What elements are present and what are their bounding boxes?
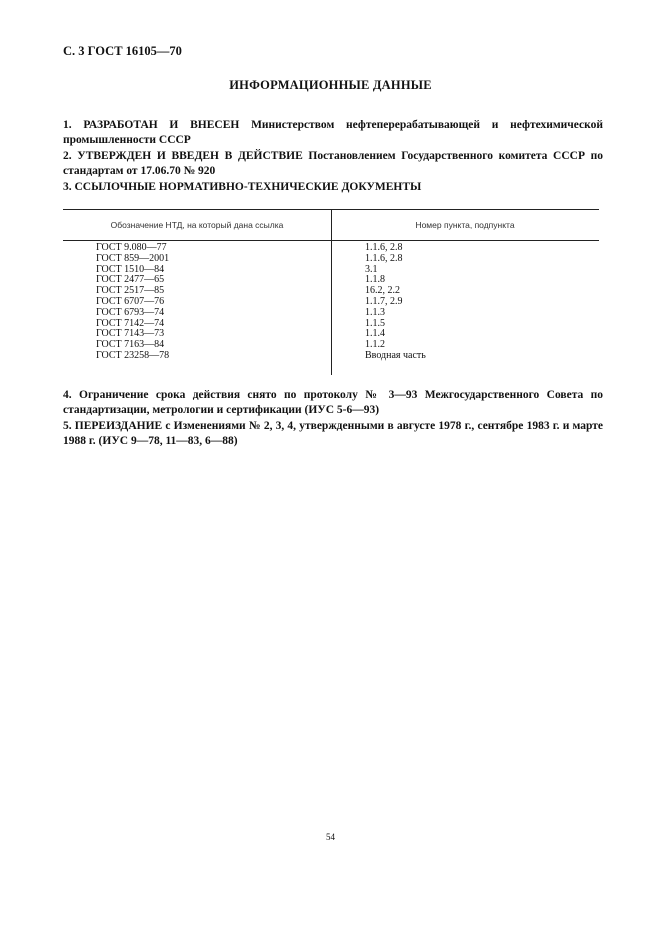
info-item-4	[63, 388, 603, 418]
table-cell-clause: 1.1.2	[365, 339, 385, 351]
page-title: ИНФОРМАЦИОННЫЕ ДАННЫЕ	[229, 78, 432, 92]
page-number: 54	[326, 832, 335, 842]
item-heading: РАЗРАБОТАН И ВНЕСЕН	[83, 119, 240, 131]
item-text: Постановлением Государственного комитета СССР по стандартам от 17.06.70 № 920	[63, 150, 603, 177]
item-text: с Изменениями № 2, 3, 4, утвержденными в августе 1978 г., сентябре 1983 г. и марте 1988 г. (ИУС 9—78, 11—83, 6—88)	[63, 420, 603, 447]
item-number: 4.	[63, 389, 72, 401]
item-number: 1.	[63, 119, 72, 131]
page-header: С. 3 ГОСТ 16105—70	[63, 44, 182, 58]
item-text: Ограничение срока действия снято по протоколу № 3—93 Межгосударственного Совета по стандартизации, метрологии и сертификации (ИУС 5-6—93)	[63, 389, 604, 416]
table-row	[63, 351, 599, 362]
table-cell-clause: 1.1.7, 2.9	[365, 295, 403, 307]
table-cell-clause: 3.1	[365, 263, 378, 275]
item-heading: УТВЕРЖДЕН И ВВЕДЕН В ДЕЙСТВИЕ	[77, 150, 303, 162]
table-cell-document: ГОСТ 6793—74	[96, 306, 165, 318]
table-row	[63, 308, 599, 319]
table-cell-clause: 16.2, 2.2	[365, 285, 400, 297]
table-header-document: Обозначение НТД, на который дана ссылка	[110, 220, 284, 230]
table-cell-document: ГОСТ 23258—78	[96, 349, 170, 361]
item-number: 5.	[63, 420, 72, 432]
table-cell-document: ГОСТ 1510—84	[96, 263, 165, 275]
table-cell-clause: 1.1.6, 2.8	[365, 242, 403, 253]
item-text: Министерством нефтеперерабатывающей и нефтехимической промышленности СССР	[63, 119, 603, 146]
table-cell-document: ГОСТ 6707—76	[96, 295, 165, 307]
table-cell-clause: 1.1.3	[365, 306, 385, 318]
table-header-clause: Номер пункта, подпункта	[415, 220, 515, 230]
table-cell-document: ГОСТ 9.080—77	[96, 242, 167, 253]
table-cell-clause: 1.1.4	[365, 328, 385, 340]
table-row	[63, 254, 599, 265]
table-cell-clause: 1.1.5	[365, 317, 385, 329]
table-cell-document: ГОСТ 7142—74	[96, 317, 165, 329]
table-cell-clause: Вводная часть	[365, 349, 426, 361]
info-item-5	[63, 419, 603, 449]
references-table	[63, 209, 599, 375]
item-heading: ССЫЛОЧНЫЕ НОРМАТИВНО-ТЕХНИЧЕСКИЕ ДОКУМЕНТЫ	[74, 181, 422, 193]
table-body	[63, 243, 599, 362]
info-item-2	[63, 149, 603, 179]
item-number: 3.	[63, 181, 72, 193]
table-cell-document: ГОСТ 859—2001	[96, 252, 170, 264]
table-cell-clause: 1.1.8	[365, 274, 385, 286]
info-item-3	[63, 180, 603, 195]
table-cell-document: ГОСТ 2517—85	[96, 285, 165, 297]
item-heading: ПЕРЕИЗДАНИЕ	[74, 420, 163, 432]
table-cell-document: ГОСТ 7163—84	[96, 339, 165, 351]
info-item-1	[63, 118, 603, 148]
table-cell-document: ГОСТ 2477—65	[96, 274, 165, 286]
item-number: 2.	[63, 150, 72, 162]
table-cell-document: ГОСТ 7143—73	[96, 328, 165, 340]
table-cell-clause: 1.1.6, 2.8	[365, 252, 403, 264]
